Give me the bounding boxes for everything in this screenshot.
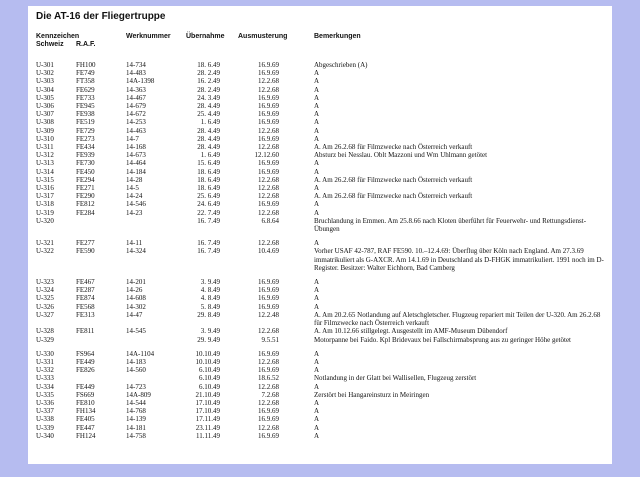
ausmusterung-cell: 12.2.68 <box>258 77 279 86</box>
raf-cell: FE590 <box>76 247 95 256</box>
ausmusterung-cell: 16.9.69 <box>258 415 279 424</box>
ausmusterung-cell: 16.9.69 <box>258 407 279 416</box>
uebernahme-cell: 28. 4.49 <box>197 143 220 152</box>
schweiz-cell: U-336 <box>36 398 54 407</box>
raf-cell: FS669 <box>76 390 95 399</box>
table-row <box>28 239 612 247</box>
schweiz-cell: U-334 <box>36 382 54 391</box>
table-row <box>28 415 612 423</box>
werknummer-cell: 14-5 <box>126 184 139 193</box>
bemerkungen-cell: A. Am 26.2.68 für Filmzwecke nach Österreich verkauft <box>314 175 473 184</box>
table-row <box>28 135 612 143</box>
bemerkungen-cell: A. Am 26.2.68 für Filmzwecke nach Österreich verkauft <box>314 192 473 201</box>
ausmusterung-cell: 6.8.64 <box>261 216 279 225</box>
table-row <box>28 200 612 208</box>
bemerkungen-cell: Bruchlandung in Emmen. Am 25.8.66 nach Kloten überführt für Feuerwehr- und Rettungsdienst-Übungen <box>314 216 587 234</box>
werknummer-cell: 14-184 <box>126 167 146 176</box>
bemerkungen-cell: A <box>314 415 320 424</box>
werknummer-cell: 14-463 <box>126 126 146 135</box>
raf-cell: FH134 <box>76 407 96 416</box>
werknummer-cell: 14-183 <box>126 357 146 366</box>
raf-cell: FE568 <box>76 302 95 311</box>
raf-cell: FE939 <box>76 151 95 160</box>
raf-cell: FS964 <box>76 349 95 358</box>
uebernahme-cell: 3. 9.49 <box>200 278 220 287</box>
werknummer-cell: 14-28 <box>126 175 143 184</box>
bemerkungen-cell: A <box>314 118 320 127</box>
table-row <box>28 383 612 391</box>
werknummer-cell: 14-467 <box>126 93 146 102</box>
header-raf: R.A.F. <box>76 41 96 48</box>
uebernahme-cell: 18. 6.49 <box>197 175 220 184</box>
uebernahme-cell: 28. 4.49 <box>197 134 220 143</box>
uebernahme-cell: 23.11.49 <box>195 423 220 432</box>
ausmusterung-cell: 12.2.68 <box>258 175 279 184</box>
uebernahme-cell: 16. 7.49 <box>197 239 220 248</box>
schweiz-cell: U-328 <box>36 327 54 336</box>
schweiz-cell: U-323 <box>36 278 54 287</box>
schweiz-cell: U-311 <box>36 143 54 152</box>
ausmusterung-cell: 16.9.69 <box>258 302 279 311</box>
werknummer-cell: 14-608 <box>126 294 146 303</box>
uebernahme-cell: 28. 4.49 <box>197 102 220 111</box>
uebernahme-cell: 6.10.49 <box>199 374 220 383</box>
werknummer-cell: 14-464 <box>126 159 146 168</box>
raf-cell: FE938 <box>76 110 95 119</box>
raf-cell: FE449 <box>76 357 95 366</box>
raf-cell: FE277 <box>76 239 95 248</box>
schweiz-cell: U-330 <box>36 349 54 358</box>
bemerkungen-cell: A. Am 20.2.65 Notlandung auf Aletschgletscher. Flugzeug repariert mit Teilen der U-320. Am 26.2.68 für Filmzwecke nach Österreich verkauft <box>314 310 601 328</box>
schweiz-cell: U-340 <box>36 431 54 440</box>
werknummer-cell: 14A-1398 <box>126 77 155 86</box>
table-row <box>28 336 612 344</box>
uebernahme-cell: 18. 6.49 <box>197 167 220 176</box>
table-row <box>28 61 612 69</box>
uebernahme-cell: 28. 2.49 <box>197 69 220 78</box>
ausmusterung-cell: 16.9.69 <box>258 278 279 287</box>
schweiz-cell: U-333 <box>36 374 54 383</box>
table-row <box>28 192 612 200</box>
uebernahme-cell: 6.10.49 <box>199 366 220 375</box>
ausmusterung-cell: 16.9.69 <box>258 200 279 209</box>
raf-cell: FE290 <box>76 192 95 201</box>
werknummer-cell: 14-11 <box>126 239 143 248</box>
ausmusterung-cell: 18.6.52 <box>258 374 279 383</box>
table-row <box>28 94 612 102</box>
ausmusterung-cell: 12.2.68 <box>258 184 279 193</box>
bemerkungen-cell: A <box>314 167 320 176</box>
bemerkungen-cell: A <box>314 208 320 217</box>
uebernahme-cell: 29. 9.49 <box>197 335 220 344</box>
schweiz-cell: U-301 <box>36 61 54 69</box>
werknummer-cell: 14-560 <box>126 366 146 375</box>
table-row <box>28 366 612 374</box>
schweiz-cell: U-327 <box>36 310 54 319</box>
uebernahme-cell: 21.10.49 <box>195 390 220 399</box>
uebernahme-cell: 3. 9.49 <box>200 327 220 336</box>
table-row <box>28 118 612 126</box>
bemerkungen-cell: Notlandung in der Glatt bei Wallisellen, Flugzeug zerstört <box>314 374 477 383</box>
schweiz-cell: U-315 <box>36 175 54 184</box>
bemerkungen-cell: A. Am 10.12.66 stillgelegt. Ausgestellt im AMF-Museum Dübendorf <box>314 327 508 336</box>
uebernahme-cell: 28. 4.49 <box>197 126 220 135</box>
ausmusterung-cell: 12.2.68 <box>258 143 279 152</box>
raf-cell: FE733 <box>76 93 95 102</box>
bemerkungen-cell: Abgeschrieben (A) <box>314 61 368 69</box>
ausmusterung-cell: 12.2.68 <box>258 327 279 336</box>
ausmusterung-cell: 12.2.68 <box>258 423 279 432</box>
uebernahme-cell: 5. 8.49 <box>200 302 220 311</box>
schweiz-cell: U-337 <box>36 407 54 416</box>
header-schweiz: Schweiz <box>36 41 64 48</box>
bemerkungen-cell: A <box>314 423 320 432</box>
raf-cell: FE629 <box>76 85 95 94</box>
werknummer-cell: 14-723 <box>126 382 146 391</box>
uebernahme-cell: 17.11.49 <box>195 415 220 424</box>
table-row <box>28 374 612 382</box>
schweiz-cell: U-319 <box>36 208 54 217</box>
table-row <box>28 286 612 294</box>
schweiz-cell: U-304 <box>36 85 54 94</box>
werknummer-cell: 14-26 <box>126 286 143 295</box>
raf-cell: FE874 <box>76 294 95 303</box>
uebernahme-cell: 15. 6.49 <box>197 159 220 168</box>
bemerkungen-cell: A <box>314 278 320 287</box>
schweiz-cell: U-316 <box>36 184 54 193</box>
schweiz-cell: U-329 <box>36 335 54 344</box>
raf-cell: FE826 <box>76 366 95 375</box>
ausmusterung-cell: 16.9.69 <box>258 61 279 69</box>
uebernahme-cell: 24. 6.49 <box>197 200 220 209</box>
bemerkungen-cell: A <box>314 407 320 416</box>
werknummer-cell: 14-363 <box>126 85 146 94</box>
werknummer-cell: 14-139 <box>126 415 146 424</box>
raf-cell: FH124 <box>76 431 96 440</box>
werknummer-cell: 14-672 <box>126 110 146 119</box>
header-werknummer: Werknummer <box>126 33 171 40</box>
bemerkungen-cell: A <box>314 93 320 102</box>
ausmusterung-cell: 12.2.68 <box>258 126 279 135</box>
table-row <box>28 159 612 167</box>
header-ausmusterung: Ausmusterung <box>238 33 288 40</box>
uebernahme-cell: 1. 6.49 <box>200 151 220 160</box>
raf-cell: FE810 <box>76 398 95 407</box>
schweiz-cell: U-322 <box>36 247 54 256</box>
table-row <box>28 127 612 135</box>
ausmusterung-cell: 16.9.69 <box>258 102 279 111</box>
raf-cell: FE729 <box>76 126 95 135</box>
schweiz-cell: U-312 <box>36 151 54 160</box>
ausmusterung-cell: 16.9.69 <box>258 159 279 168</box>
table-row <box>28 77 612 85</box>
werknummer-cell: 14-168 <box>126 143 146 152</box>
bemerkungen-cell: A <box>314 200 320 209</box>
schweiz-cell: U-308 <box>36 118 54 127</box>
bemerkungen-cell: A <box>314 302 320 311</box>
table-row <box>28 176 612 184</box>
schweiz-cell: U-324 <box>36 286 54 295</box>
bemerkungen-cell: A <box>314 102 320 111</box>
ausmusterung-cell: 7.2.68 <box>261 390 279 399</box>
schweiz-cell: U-306 <box>36 102 54 111</box>
ausmusterung-cell: 16.9.69 <box>258 167 279 176</box>
bemerkungen-cell: A <box>314 126 320 135</box>
header-bemerkungen: Bemerkungen <box>314 33 361 40</box>
table-row <box>28 209 612 217</box>
schweiz-cell: U-314 <box>36 167 54 176</box>
bemerkungen-cell: A <box>314 431 320 440</box>
ausmusterung-cell: 16.9.69 <box>258 294 279 303</box>
werknummer-cell: 14-23 <box>126 208 143 217</box>
table-row <box>28 278 612 286</box>
schweiz-cell: U-307 <box>36 110 54 119</box>
bemerkungen-cell: Motorpanne bei Faido. Kpl Bridevaux bei Fallschirmabsprung aus zu geringer Höhe getötet <box>314 335 571 344</box>
uebernahme-cell: 4. 8.49 <box>200 286 220 295</box>
werknummer-cell: 14-47 <box>126 310 143 319</box>
ausmusterung-cell: 16.9.69 <box>258 366 279 375</box>
table-row <box>28 432 612 440</box>
bemerkungen-cell: A <box>314 159 320 168</box>
bemerkungen-cell: A <box>314 110 320 119</box>
bemerkungen-cell: A <box>314 286 320 295</box>
table-row <box>28 407 612 415</box>
schweiz-cell: U-321 <box>36 239 54 248</box>
table-row <box>28 294 612 302</box>
ausmusterung-cell: 10.4.69 <box>258 247 279 256</box>
table-row <box>28 102 612 110</box>
raf-cell: FE449 <box>76 382 95 391</box>
table-row <box>28 303 612 311</box>
uebernahme-cell: 29. 8.49 <box>197 310 220 319</box>
schweiz-cell: U-302 <box>36 69 54 78</box>
table-row <box>28 247 612 272</box>
bemerkungen-cell: A <box>314 366 320 375</box>
ausmusterung-cell: 12.2.68 <box>258 239 279 248</box>
uebernahme-cell: 16. 7.49 <box>197 216 220 225</box>
ausmusterung-cell: 16.9.69 <box>258 134 279 143</box>
werknummer-cell: 14-545 <box>126 327 146 336</box>
ausmusterung-cell: 16.9.69 <box>258 286 279 295</box>
ausmusterung-cell: 16.9.69 <box>258 110 279 119</box>
uebernahme-cell: 10.10.49 <box>195 349 220 358</box>
werknummer-cell: 14-483 <box>126 69 146 78</box>
bemerkungen-cell: Zerstört bei Hangareinsturz in Meiringen <box>314 390 430 399</box>
raf-cell: FH100 <box>76 61 96 69</box>
uebernahme-cell: 28. 2.49 <box>197 85 220 94</box>
ausmusterung-cell: 16.9.69 <box>258 431 279 440</box>
schweiz-cell: U-317 <box>36 192 54 201</box>
schweiz-cell: U-331 <box>36 357 54 366</box>
bemerkungen-cell: A <box>314 85 320 94</box>
ausmusterung-cell: 12.2.68 <box>258 398 279 407</box>
raf-cell: FE450 <box>76 167 95 176</box>
ausmusterung-cell: 12.2.68 <box>258 382 279 391</box>
werknummer-cell: 14-768 <box>126 407 146 416</box>
raf-cell: FE730 <box>76 159 95 168</box>
table-row <box>28 69 612 77</box>
uebernahme-cell: 11.11.49 <box>196 431 220 440</box>
table-row <box>28 327 612 335</box>
table-row <box>28 358 612 366</box>
ausmusterung-cell: 12.2.68 <box>258 208 279 217</box>
table-row <box>28 151 612 159</box>
table-row <box>28 143 612 151</box>
raf-cell: FE405 <box>76 415 95 424</box>
uebernahme-cell: 4. 8.49 <box>200 294 220 303</box>
werknummer-cell: 14A-1104 <box>126 349 155 358</box>
werknummer-cell: 14-253 <box>126 118 146 127</box>
document-page <box>28 6 612 464</box>
bemerkungen-cell: Vorher USAF 42-787, RAF FE590. 10.–12.4.69: Überflug über Köln nach England. Am 27.3.69 immatrikuliert als G-AXCR. Am 14.1.69 in Deutschland als D-FHGK immatrikuliert. 1991 noch im D-Register. Besitzer: Walter Eichhorn, Bad Camberg <box>314 247 604 272</box>
raf-cell: FE434 <box>76 143 95 152</box>
werknummer-cell: 14-734 <box>126 61 146 69</box>
uebernahme-cell: 1. 6.49 <box>200 118 220 127</box>
table-row <box>28 110 612 118</box>
ausmusterung-cell: 12.2.68 <box>258 192 279 201</box>
ausmusterung-cell: 12.2.68 <box>258 85 279 94</box>
ausmusterung-cell: 12.2.68 <box>258 357 279 366</box>
werknummer-cell: 14-544 <box>126 398 146 407</box>
uebernahme-cell: 10.10.49 <box>195 357 220 366</box>
schweiz-cell: U-303 <box>36 77 54 86</box>
bemerkungen-cell: A. Am 26.2.68 für Filmzwecke nach Österreich verkauft <box>314 143 473 152</box>
ausmusterung-cell: 9.5.51 <box>261 335 279 344</box>
bemerkungen-cell: Absturz bei Nesslau. Oblt Mazzoni und Wm Uhlmann getötet <box>314 151 488 160</box>
uebernahme-cell: 18. 6.49 <box>197 61 220 69</box>
table-row <box>28 424 612 432</box>
ausmusterung-cell: 16.9.69 <box>258 118 279 127</box>
schweiz-cell: U-310 <box>36 134 54 143</box>
raf-cell: FT358 <box>76 77 95 86</box>
raf-cell: FE812 <box>76 200 95 209</box>
table-row <box>28 311 612 327</box>
ausmusterung-cell: 12.2.48 <box>258 310 279 319</box>
uebernahme-cell: 16. 7.49 <box>197 247 220 256</box>
raf-cell: FE467 <box>76 278 95 287</box>
werknummer-cell: 14-673 <box>126 151 146 160</box>
uebernahme-cell: 16. 2.49 <box>197 77 220 86</box>
bemerkungen-cell: A <box>314 184 320 193</box>
raf-cell: FE811 <box>76 327 95 336</box>
schweiz-cell: U-309 <box>36 126 54 135</box>
table-row <box>28 350 612 358</box>
bemerkungen-cell: A <box>314 239 320 248</box>
schweiz-cell: U-318 <box>36 200 54 209</box>
werknummer-cell: 14-7 <box>126 134 139 143</box>
raf-cell: FE287 <box>76 286 95 295</box>
werknummer-cell: 14-302 <box>126 302 146 311</box>
bemerkungen-cell: A <box>314 134 320 143</box>
bemerkungen-cell: A <box>314 294 320 303</box>
bemerkungen-cell: A <box>314 77 320 86</box>
raf-cell: FE284 <box>76 208 95 217</box>
bemerkungen-cell: A <box>314 357 320 366</box>
table-row <box>28 184 612 192</box>
raf-cell: FE313 <box>76 310 95 319</box>
raf-cell: FE294 <box>76 175 95 184</box>
uebernahme-cell: 22. 7.49 <box>197 208 220 217</box>
schweiz-cell: U-320 <box>36 216 54 225</box>
werknummer-cell: 14-181 <box>126 423 146 432</box>
schweiz-cell: U-313 <box>36 159 54 168</box>
aircraft-table <box>28 61 612 440</box>
bemerkungen-cell: A <box>314 382 320 391</box>
table-row <box>28 399 612 407</box>
schweiz-cell: U-332 <box>36 366 54 375</box>
raf-cell: FE749 <box>76 69 95 78</box>
ausmusterung-cell: 12.12.60 <box>254 151 279 160</box>
uebernahme-cell: 25. 6.49 <box>197 192 220 201</box>
bemerkungen-cell: A <box>314 398 320 407</box>
uebernahme-cell: 17.10.49 <box>195 398 220 407</box>
ausmusterung-cell: 16.9.69 <box>258 93 279 102</box>
uebernahme-cell: 25. 4.49 <box>197 110 220 119</box>
raf-cell: FE519 <box>76 118 95 127</box>
bemerkungen-cell: A <box>314 69 320 78</box>
header-kennzeichen: Kennzeichen <box>36 33 80 40</box>
raf-cell: FE447 <box>76 423 95 432</box>
table-row <box>28 391 612 399</box>
uebernahme-cell: 17.10.49 <box>195 407 220 416</box>
werknummer-cell: 14-546 <box>126 200 146 209</box>
schweiz-cell: U-325 <box>36 294 54 303</box>
werknummer-cell: 14-201 <box>126 278 146 287</box>
raf-cell: FE945 <box>76 102 95 111</box>
schweiz-cell: U-335 <box>36 390 54 399</box>
uebernahme-cell: 6.10.49 <box>199 382 220 391</box>
werknummer-cell: 14-24 <box>126 192 143 201</box>
raf-cell: FE271 <box>76 184 95 193</box>
werknummer-cell: 14-324 <box>126 247 146 256</box>
table-row <box>28 217 612 233</box>
schweiz-cell: U-338 <box>36 415 54 424</box>
table-row <box>28 168 612 176</box>
table-row <box>28 86 612 94</box>
ausmusterung-cell: 16.9.69 <box>258 349 279 358</box>
schweiz-cell: U-326 <box>36 302 54 311</box>
bemerkungen-cell: A <box>314 349 320 358</box>
page-title: Die AT-16 der Fliegertruppe <box>36 11 166 22</box>
uebernahme-cell: 24. 3.49 <box>197 93 220 102</box>
raf-cell: FE273 <box>76 134 95 143</box>
werknummer-cell: 14A-809 <box>126 390 151 399</box>
header-uebernahme: Übernahme <box>186 33 225 40</box>
schweiz-cell: U-305 <box>36 93 54 102</box>
uebernahme-cell: 18. 6.49 <box>197 184 220 193</box>
werknummer-cell: 14-679 <box>126 102 146 111</box>
werknummer-cell: 14-758 <box>126 431 146 440</box>
schweiz-cell: U-339 <box>36 423 54 432</box>
ausmusterung-cell: 16.9.69 <box>258 69 279 78</box>
